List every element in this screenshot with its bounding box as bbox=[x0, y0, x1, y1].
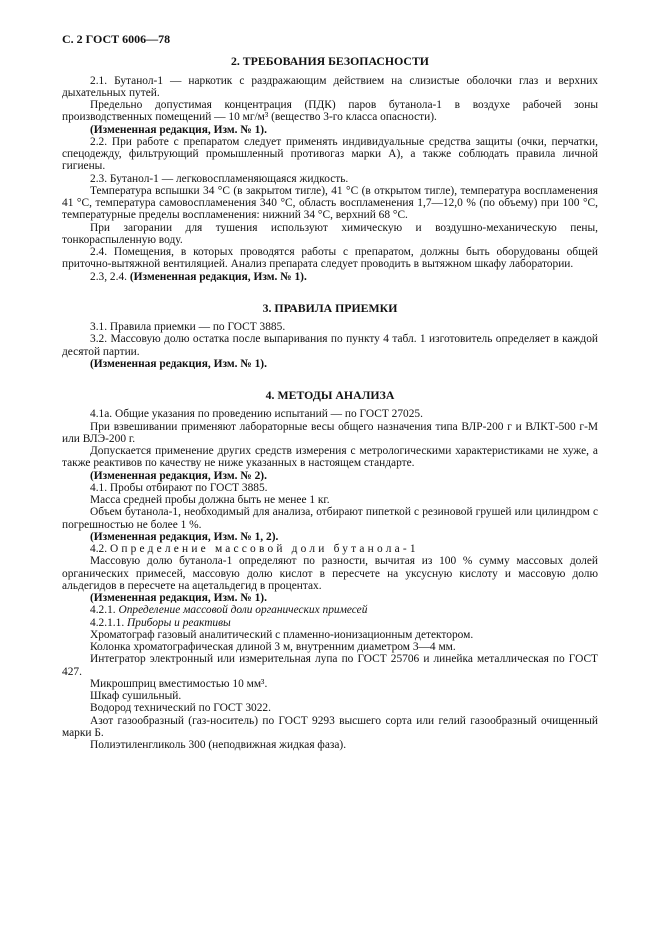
paragraph bbox=[62, 246, 598, 271]
text-run: Водород технический по ГОСТ 3022. bbox=[90, 702, 271, 715]
paragraph bbox=[62, 506, 598, 531]
paragraph bbox=[62, 641, 598, 653]
text-run: 2.2. При работе с препаратом следует применять индивидуальные средства защиты (очки, перчатки, спецодежду, фильтрующий промышленный противогаз марки А), а также соблюдать правила личной гигиены. bbox=[62, 135, 598, 173]
text-run: 3.2. Массовую долю остатка после выпаривания по пункту 4 табл. 1 изготовитель определяет в каждой десятой партии. bbox=[62, 333, 598, 358]
text-run: Шкаф сушильный. bbox=[90, 690, 182, 702]
paragraph bbox=[62, 358, 598, 370]
revision-note: (Измененная редакция, Изм. № 1). bbox=[90, 123, 267, 136]
text-run: Азот газообразный (газ-носитель) по ГОСТ 9293 высшего сорта или гелий газообразный очищенный марки Б. bbox=[62, 714, 598, 739]
revision-note: (Измененная редакция, Изм. № 1). bbox=[90, 592, 267, 604]
text-run: При взвешивании применяют лабораторные весы общего назначения типа ВЛР-200 г и ВЛКТ-500 г-М или ВЛЭ-200 г. bbox=[62, 420, 598, 445]
paragraph bbox=[62, 604, 598, 616]
section-heading: 4. МЕТОДЫ АНАЛИЗА bbox=[265, 388, 395, 402]
text-run: Колонка хроматографическая длиной 3 м, внутренним диаметром 3—4 мм. bbox=[90, 641, 456, 653]
text-run: Предельно допустимая концентрация (ПДК) паров бутанола-1 в воздухе рабочей зоны производственных помещений — 10 мг/м³ (вещество 3-го класса опасности). bbox=[62, 99, 598, 124]
paragraph bbox=[62, 531, 598, 543]
styled-text: Определение массовой доли органических примесей bbox=[118, 604, 368, 617]
paragraph bbox=[62, 173, 598, 185]
paragraph bbox=[62, 617, 598, 629]
paragraph bbox=[62, 702, 598, 714]
text-run: 2.1. Бутанол-1 — наркотик с раздражающим действием на слизистые оболочки глаз и верхних дыхательных путей. bbox=[62, 74, 598, 99]
text-run: Температура вспышки 34 °С (в закрытом тигле), 41 °С (в открытом тигле), температура воспламенения 41 °С, температура самовоспламенения 340 °С, область воспламенения 1,7—12,0 % (по объему) при 100 °С, температурные пределы воспламенения: нижний 34 °С, верхний 68 °С. bbox=[62, 184, 598, 222]
revision-note: (Измененная редакция, Изм. № 1). bbox=[129, 270, 307, 283]
text-run: 2.3, 2.4. bbox=[90, 270, 130, 283]
revision-note: (Измененная редакция, Изм. № 1, 2). bbox=[90, 530, 279, 543]
paragraph bbox=[62, 592, 598, 604]
paragraph bbox=[62, 653, 598, 678]
document-page bbox=[62, 33, 598, 751]
text-run: Допускается применение других средств измерения с метрологическими характеристиками не хуже, а также реактивов по качеству не ниже указанных в настоящем стандарте. bbox=[62, 445, 598, 470]
paragraph bbox=[62, 124, 598, 136]
paragraph bbox=[62, 629, 598, 641]
paragraph bbox=[62, 739, 598, 751]
paragraph bbox=[62, 321, 598, 333]
paragraph bbox=[62, 99, 598, 124]
paragraph bbox=[62, 715, 598, 740]
text-run: Микрошприц вместимостью 10 мм³. bbox=[90, 677, 268, 690]
text-run: Массовую долю бутанола-1 определяют по разности, вычитая из 100 % сумму массовых долей органических примесей, массовую долю кислот в пересчете на уксусную кислоту и массовую долю альдегидов в пересчете на ацетальдегид в процентах. bbox=[62, 555, 598, 592]
text-run: 4.2. bbox=[90, 543, 110, 555]
text-run: Объем бутанола-1, необходимый для анализа, отбирают пипеткой с резиновой грушей или цилиндром с погрешностью не более 1 %. bbox=[62, 506, 598, 531]
styled-text: Определение массовой доли бутанола-1 bbox=[109, 543, 419, 555]
paragraph bbox=[62, 555, 598, 592]
text-run: Хроматограф газовый аналитический с пламенно-ионизационным детектором. bbox=[90, 628, 474, 641]
text-run: Полиэтиленгликоль 300 (неподвижная жидкая фаза). bbox=[90, 739, 347, 751]
text-run: 3.1. Правила приемки — по ГОСТ 3885. bbox=[90, 321, 286, 333]
paragraph bbox=[62, 333, 598, 358]
paragraph bbox=[62, 470, 598, 482]
text-run: Масса средней пробы должна быть не менее 1 кг. bbox=[90, 494, 330, 506]
paragraph bbox=[62, 678, 598, 690]
paragraph bbox=[62, 543, 598, 555]
section-heading: 3. ПРАВИЛА ПРИЕМКИ bbox=[262, 300, 398, 315]
text-run: 4.2.1.1. bbox=[90, 616, 128, 629]
page-header: С. 2 ГОСТ 6006—78 bbox=[62, 32, 171, 46]
text-run: Интегратор электронный или измерительная лупа по ГОСТ 25706 и линейка металлическая по ГОСТ 427. bbox=[62, 653, 598, 678]
revision-note: (Измененная редакция, Изм. № 2). bbox=[90, 469, 267, 482]
paragraph bbox=[62, 136, 598, 173]
styled-text: Приборы и реактивы bbox=[127, 616, 231, 629]
paragraph bbox=[62, 690, 598, 702]
paragraph bbox=[62, 222, 598, 247]
paragraph bbox=[62, 271, 598, 283]
text-run: 4.2.1. bbox=[90, 604, 119, 617]
text-run: 4.1. Пробы отбирают по ГОСТ 3885. bbox=[90, 481, 268, 494]
revision-note: (Измененная редакция, Изм. № 1). bbox=[90, 357, 267, 370]
paragraph bbox=[62, 185, 598, 222]
paragraph bbox=[62, 408, 598, 420]
text-run: 4.1а. Общие указания по проведению испытаний — по ГОСТ 27025. bbox=[90, 408, 423, 421]
document-body bbox=[62, 55, 598, 751]
paragraph bbox=[62, 482, 598, 494]
section-heading: 2. ТРЕБОВАНИЯ БЕЗОПАСНОСТИ bbox=[230, 54, 429, 69]
text-run: 2.4. Помещения, в которых проводятся работы с препаратом, должны быть оборудованы общей приточно-вытяжной вентиляцией. Анализ препарата следует проводить в вытяжном шкафу лаборатории. bbox=[62, 246, 598, 271]
paragraph bbox=[62, 75, 598, 100]
text-run: 2.3. Бутанол-1 — легковоспламеняющаяся жидкость. bbox=[90, 172, 349, 185]
text-run: При загорании для тушения используют химическую и воздушно-механическую пены, тонкораспыленную воду. bbox=[62, 221, 598, 246]
paragraph bbox=[62, 445, 598, 470]
paragraph bbox=[62, 421, 598, 446]
paragraph bbox=[62, 494, 598, 506]
